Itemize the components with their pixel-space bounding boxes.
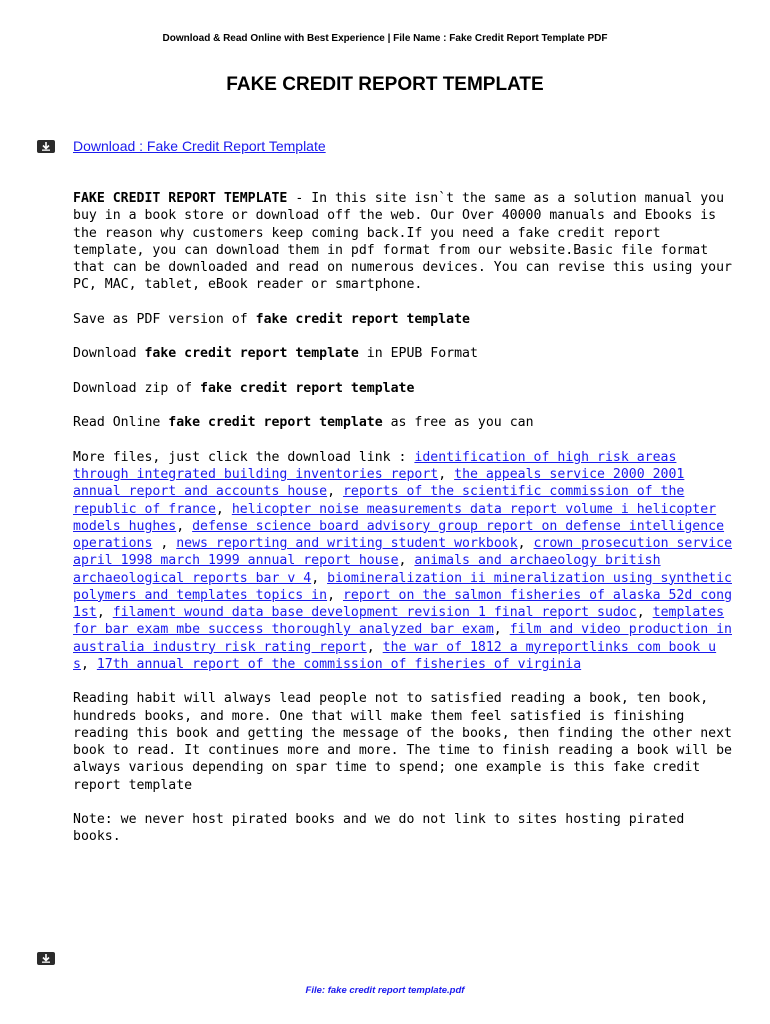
- file-link[interactable]: biomineralization ii mineralization using synthetic polymers and templates topics in: [73, 570, 732, 603]
- more-files-links: identification of high risk areas through integrated building inventories report, the appeals service 2000 2001 annual report and accounts house, reports of the scientific commission of the republic of france, helicopter noise measurements data report volume i helicopter models hughes, defense science board advisory group report on defense intelligence operations , news reporting and writing student workbook, crown prosecution service april 1998 march 1999 annual report house, animals and archaeology british archaeological reports bar v 4, biomineralization ii mineralization using synthetic polymers and templates topics in, report on the salmon fisheries of alaska 52d cong 1st, filament wound data base development revision 1 final report sudoc, templates for bar exam mbe success thoroughly analyzed bar exam, film and video production in australia industry risk rating report, the war of 1812 a myreportlinks com book u s, 17th annual report of the commission of fisheries of virginia: [73, 449, 733, 672]
- intro-keyword: FAKE CREDIT REPORT TEMPLATE: [73, 191, 288, 206]
- page-header: Download & Read Online with Best Experience | File Name : Fake Credit Report Template PDF: [162, 33, 608, 44]
- read-online-line: [73, 414, 738, 431]
- more-files-prefix: More files, just click the download link :: [73, 449, 415, 465]
- read-online-keyword: fake credit report template: [168, 415, 383, 431]
- file-link[interactable]: news reporting and writing student workbook: [176, 536, 518, 551]
- file-link[interactable]: the war of 1812 a myreportlinks com book u s: [73, 639, 717, 672]
- file-link[interactable]: filament wound data base development revision 1 final report sudoc: [112, 605, 637, 620]
- file-link[interactable]: report on the salmon fisheries of alaska 52d cong 1st: [73, 587, 733, 620]
- epub-line: [73, 345, 738, 362]
- page-title: FAKE CREDIT REPORT TEMPLATE: [226, 74, 544, 95]
- more-files-paragraph: [73, 449, 738, 673]
- file-link[interactable]: 17th annual report of the commission of fisheries of virginia: [96, 656, 582, 672]
- file-link[interactable]: templates for bar exam mbe success thoroughly analyzed bar exam: [73, 605, 725, 638]
- intro-paragraph: [73, 190, 738, 294]
- file-link[interactable]: the appeals service 2000 2001 annual report and accounts house: [73, 467, 685, 500]
- read-online-prefix: Read Online: [73, 415, 169, 431]
- file-link[interactable]: film and video production in australia industry risk rating report: [73, 622, 732, 655]
- document-body: [73, 190, 738, 863]
- save-pdf-prefix: Save as PDF version of: [73, 311, 256, 327]
- save-pdf-keyword: fake credit report template: [255, 311, 470, 327]
- reading-habit-paragraph: Reading habit will always lead people not to satisfied reading a book, ten book, hundreds books, and more. One that will make them feel satisfied is finishing reading this book and getting the message of the books, then finding the other next book to read. It continues more and more. The time to finish reading a book will be always various depending on spar time to spend; one example is this fake credit report template: [73, 691, 732, 793]
- page-footer: File: fake credit report template.pdf: [305, 985, 465, 996]
- file-link[interactable]: defense science board advisory group report on defense intelligence operations: [73, 518, 725, 551]
- zip-keyword: fake credit report template: [200, 380, 415, 396]
- file-link[interactable]: helicopter noise measurements data report volume i helicopter models hughes: [73, 501, 717, 534]
- download-link[interactable]: Download : Fake Credit Report Template: [73, 138, 326, 154]
- read-online-suffix: as free as you can: [382, 415, 534, 431]
- epub-keyword: fake credit report template: [144, 346, 359, 362]
- file-link[interactable]: reports of the scientific commission of the republic of france: [73, 484, 685, 517]
- note-paragraph: Note: we never host pirated books and we do not link to sites hosting pirated books.: [73, 812, 685, 845]
- file-link[interactable]: identification of high risk areas through integrated building inventories report: [73, 449, 677, 482]
- zip-line: [73, 380, 738, 397]
- intro-text: - In this site isn`t the same as a solution manual you buy in a book store or download off the web. Our Over 40000 manuals and Ebooks is the reason why customers keep coming back.If you need a fake credit report template, you can download them in pdf format from our website.Basic file format that can be downloaded and read on numerous devices. You can revise this using your PC, MAC, tablet, eBook reader or smartphone.: [73, 191, 732, 293]
- file-link[interactable]: animals and archaeology british archaeological reports bar v 4: [73, 553, 661, 586]
- download-icon[interactable]: [37, 140, 55, 153]
- save-pdf-line: [73, 311, 738, 328]
- download-icon[interactable]: [37, 952, 55, 965]
- zip-prefix: Download zip of: [73, 380, 201, 396]
- epub-prefix: Download: [73, 346, 145, 362]
- epub-suffix: in EPUB Format: [358, 346, 478, 362]
- file-link[interactable]: crown prosecution service april 1998 march 1999 annual report house: [73, 536, 733, 569]
